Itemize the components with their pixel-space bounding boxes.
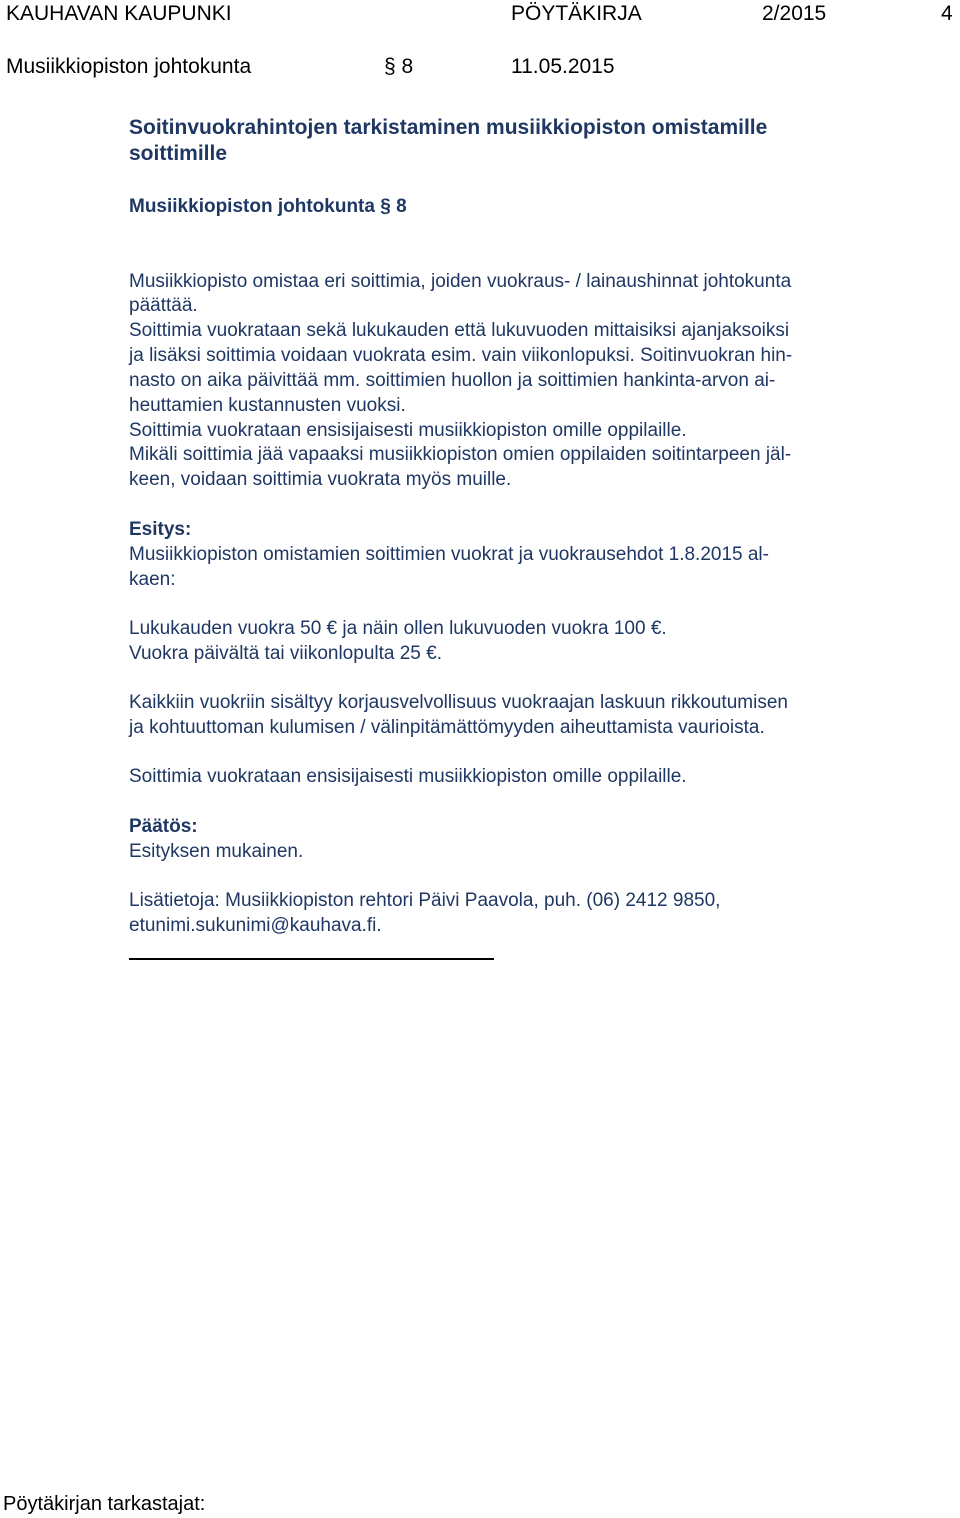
section-number: § 8 <box>384 55 414 78</box>
intro-line: heuttamien kustannusten vuoksi. <box>129 395 406 416</box>
intro-line: Musiikkiopisto omistaa eri soittimia, joiden vuokraus- / lainaushinnat johtokunta <box>129 271 792 292</box>
footer-reviewers: Pöytäkirjan tarkastajat: <box>3 1493 206 1515</box>
rate-line: Vuokra päivältä tai viikonlopulta 25 €. <box>129 643 442 664</box>
page-title-line-2: soittimille <box>129 142 228 165</box>
intro-line: päättää. <box>129 295 198 316</box>
page-number: 4 <box>941 2 953 25</box>
section-subtitle: Musiikkiopiston johtokunta § 8 <box>129 196 407 217</box>
contact-line: Lisätietoja: Musiikkiopiston rehtori Päivi Paavola, puh. (06) 2412 9850, <box>129 890 721 911</box>
page-title-line-1: Soitinvuokrahintojen tarkistaminen musiikkiopiston omistamille <box>129 116 768 139</box>
rate-line: Lukukauden vuokra 50 € ja näin ollen lukuvuoden vuokra 100 €. <box>129 618 667 639</box>
proposal-line: kaen: <box>129 569 176 590</box>
intro-line: nasto on aika päivittää mm. soittimien huollon ja soittimien hankinta-arvon ai- <box>129 370 776 391</box>
org-name: KAUHAVAN KAUPUNKI <box>6 2 232 25</box>
decision-text: Esityksen mukainen. <box>129 841 304 862</box>
signature-divider <box>129 958 494 960</box>
proposal-label: Esitys: <box>129 519 192 540</box>
intro-line: Soittimia vuokrataan sekä lukukauden että lukuvuoden mittaisiksi ajanjaksoiksi <box>129 320 790 341</box>
intro-line: Mikäli soittimia jää vapaaksi musiikkiopiston omien oppilaiden soitintarpeen jäl- <box>129 444 792 465</box>
meeting-date: 11.05.2015 <box>511 55 615 78</box>
intro-line: Soittimia vuokrataan ensisijaisesti musiikkiopiston omille oppilaille. <box>129 420 687 441</box>
intro-line: ja lisäksi soittimia voidaan vuokrata esim. vain viikonlopuksi. Soitinvuokran hin- <box>129 345 793 366</box>
contact-line: etunimi.sukunimi@kauhava.fi. <box>129 915 382 936</box>
decision-label: Päätös: <box>129 816 198 837</box>
priority-text: Soittimia vuokrataan ensisijaisesti musiikkiopiston omille oppilaille. <box>129 766 687 787</box>
doc-type: PÖYTÄKIRJA <box>511 2 642 25</box>
doc-number: 2/2015 <box>762 2 827 25</box>
repair-line: ja kohtuuttoman kulumisen / välinpitämättömyyden aiheuttamista vaurioista. <box>129 717 765 738</box>
board-name: Musiikkiopiston johtokunta <box>6 55 252 78</box>
repair-line: Kaikkiin vuokriin sisältyy korjausvelvollisuus vuokraajan laskuun rikkoutumisen <box>129 692 788 713</box>
proposal-line: Musiikkiopiston omistamien soittimien vuokrat ja vuokrausehdot 1.8.2015 al- <box>129 544 769 565</box>
intro-line: keen, voidaan soittimia vuokrata myös muille. <box>129 469 512 490</box>
